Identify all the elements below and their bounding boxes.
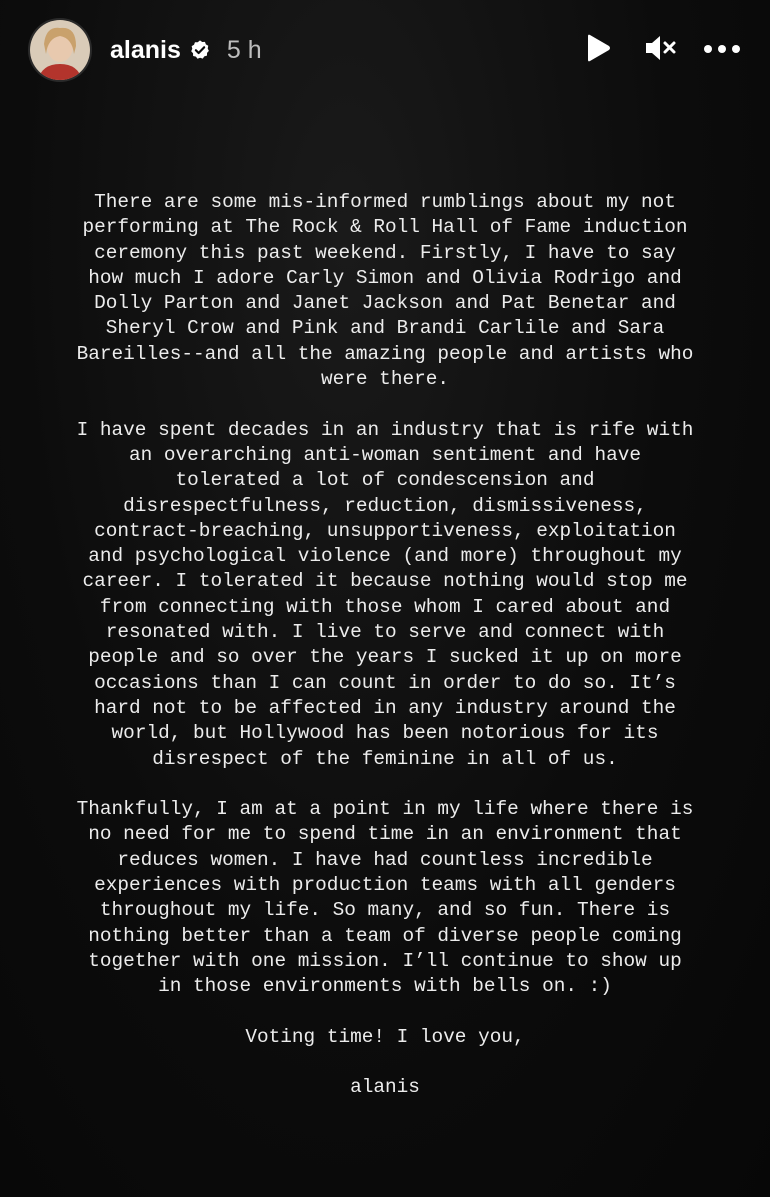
text-line: contract-breaching, unsupportiveness, exploitation (94, 519, 676, 542)
text-line: and psychological violence (and more) throughout my (88, 545, 682, 568)
story-header (0, 0, 770, 100)
story-text (24, 190, 746, 1126)
closing-text: Voting time! I love you, (245, 1025, 525, 1048)
paragraph-2 (24, 418, 746, 772)
text-line: career. I tolerated it because nothing would stop me (82, 570, 688, 593)
signature-text: alanis (350, 1076, 420, 1099)
text-line: resonated with. I live to serve and connect with (105, 621, 665, 644)
text-line: no need for me to spend time in an environment that (88, 823, 682, 846)
text-line: ceremony this past weekend. Firstly, I have to say (94, 241, 676, 264)
verified-badge-icon (189, 39, 211, 61)
text-line: world, but Hollywood has been notorious for its (111, 722, 659, 745)
text-line: throughout my life. So many, and so fun. There is (99, 899, 671, 922)
text-line: from connecting with those whom I cared about and (99, 595, 671, 618)
text-line: performing at The Rock & Roll Hall of Fame induction (82, 216, 688, 239)
text-line: disrespectfulness, reduction, dismissiveness, (123, 494, 647, 517)
text-line: Dolly Parton and Janet Jackson and Pat Benetar and (94, 292, 676, 315)
text-line: together with one mission. I’ll continue to show up (88, 949, 682, 972)
text-line: Sheryl Crow and Pink and Brandi Carlile and Sara (105, 317, 665, 340)
text-line: were there. (321, 368, 449, 391)
text-line: how much I adore Carly Simon and Olivia Rodrigo and (88, 266, 682, 289)
mute-button[interactable] (640, 30, 680, 70)
text-line: experiences with production teams with all genders (94, 874, 676, 897)
avatar[interactable] (28, 18, 92, 82)
more-icon (703, 41, 741, 59)
username[interactable]: alanis (110, 35, 181, 64)
more-options-button[interactable] (702, 30, 742, 70)
text-line: Bareilles--and all the amazing people and artists who (76, 342, 694, 365)
text-line: There are some mis-informed rumblings about my not (94, 191, 676, 213)
play-icon (584, 33, 612, 68)
text-line: occasions than I can count in order to do so. It’s (94, 671, 676, 694)
closing-line (24, 1025, 746, 1050)
text-line: reduces women. I have had countless incredible (117, 848, 653, 871)
paragraph-3 (24, 797, 746, 999)
text-line: people and so over the years I sucked it up on more (88, 646, 682, 669)
mute-icon (643, 33, 677, 68)
story-controls (556, 30, 742, 70)
text-line: I have spent decades in an industry that is rife with (76, 418, 694, 441)
post-time: 5 h (226, 35, 262, 64)
text-line: in those environments with bells on. :) (158, 975, 612, 998)
paragraph-1 (24, 190, 746, 392)
text-line: an overarching anti-woman sentiment and have (129, 443, 641, 466)
play-button[interactable] (578, 30, 618, 70)
text-line: tolerated a lot of condescension and (175, 469, 595, 492)
text-line: hard not to be affected in any industry around the (94, 696, 676, 719)
text-line: disrespect of the feminine in all of us. (152, 747, 618, 770)
text-line: Thankfully, I am at a point in my life where there is (76, 798, 694, 821)
signature (24, 1075, 746, 1100)
text-line: nothing better than a team of diverse people coming (88, 924, 682, 947)
